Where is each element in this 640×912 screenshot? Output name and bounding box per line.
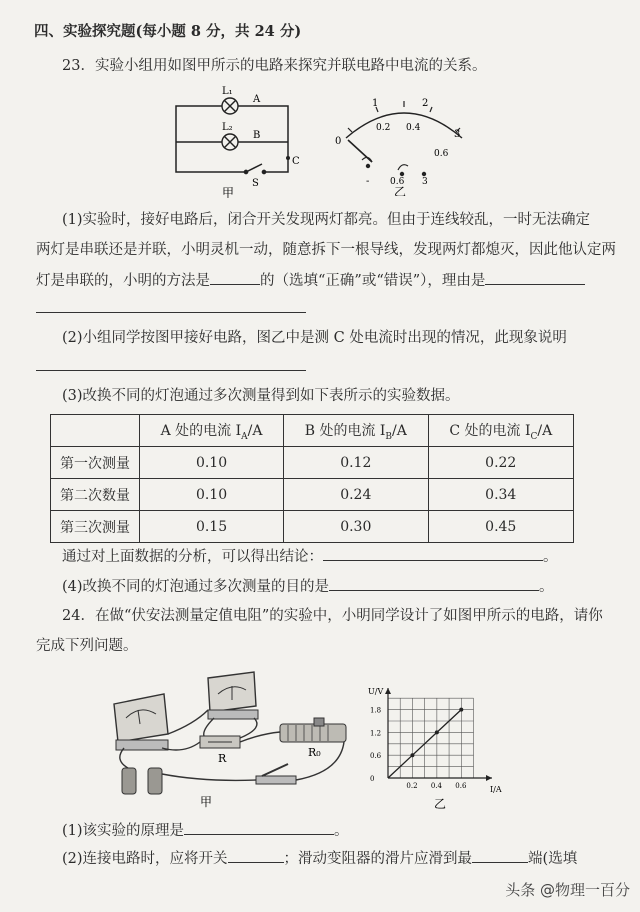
data-point bbox=[410, 753, 414, 757]
label-r0: R₀ bbox=[308, 746, 321, 759]
data-point bbox=[435, 730, 439, 734]
q24-p1: (1)该实验的原理是 bbox=[62, 823, 185, 839]
scale-bottom-2: 0.6 bbox=[434, 149, 449, 159]
label-r: R bbox=[218, 752, 227, 765]
graph-xtick: 0.4 bbox=[430, 782, 442, 790]
q23-stem: 23．实验小组用如图甲所示的电路来探究并联电路中电流的关系。 bbox=[62, 58, 487, 74]
scale-top-0: 0 bbox=[335, 136, 342, 147]
scale-bottom-0: 0.2 bbox=[376, 123, 391, 133]
section-note: (每小题 8 分，共 24 分) bbox=[135, 23, 302, 40]
table-cell: 0.12 bbox=[284, 447, 428, 479]
q23-answer-reason[interactable] bbox=[485, 270, 585, 285]
label-c: C bbox=[292, 156, 300, 167]
lamp-l1-icon bbox=[222, 98, 238, 114]
terminal-neg: - bbox=[366, 176, 370, 187]
fig-yi-caption: 乙 bbox=[394, 185, 407, 196]
terminal-3: 3 bbox=[422, 177, 428, 187]
q23-p1-line1: (1)实验时，接好电路后，闭合开关发现两灯都亮。但由于连线较乱，一时无法确定 bbox=[62, 212, 591, 228]
q24-p2-text-c: 端(选填 bbox=[528, 851, 578, 867]
table-header bbox=[51, 415, 140, 447]
q23-period-a: 。 bbox=[543, 549, 558, 565]
q23-p3: (3)改换不同的灯泡通过多次测量得到如下表所示的实验数据。 bbox=[62, 388, 460, 404]
table-cell: 0.24 bbox=[284, 479, 428, 511]
table-row bbox=[51, 447, 574, 479]
label-b: B bbox=[253, 130, 261, 141]
q23-p1-text-a: 灯是串联的，小明的方法是 bbox=[36, 273, 210, 289]
switch-icon bbox=[256, 764, 296, 784]
q24-p2-text-b: ；滑动变阻器的滑片应滑到最 bbox=[283, 851, 473, 867]
label-s: S bbox=[252, 178, 259, 189]
q24-apparatus-figure bbox=[104, 664, 356, 810]
q23-answer-correctness[interactable] bbox=[210, 270, 260, 285]
q24-period: 。 bbox=[334, 823, 349, 839]
label-a: A bbox=[253, 94, 261, 105]
q24-p2-line bbox=[62, 848, 577, 869]
scale-top-3: 3 bbox=[454, 129, 461, 140]
table-cell: 0.22 bbox=[428, 447, 573, 479]
q24-answer-switch[interactable] bbox=[228, 848, 284, 863]
terminal-06-icon bbox=[400, 172, 404, 176]
q23-answer-p4[interactable] bbox=[329, 576, 539, 591]
q23-p2: (2)小组同学按图甲接好电路，图乙中是测 C 处电流时出现的情况，此现象说明 bbox=[62, 330, 567, 346]
table-cell: 0.10 bbox=[140, 447, 284, 479]
scale-top-2: 2 bbox=[422, 98, 429, 109]
graph-ytick: 1.8 bbox=[370, 706, 382, 715]
table-row bbox=[51, 511, 574, 543]
q23-p1-line2: 两灯是串联还是并联，小明灵机一动，随意拆下一根导线，发现两灯都熄灭，因此他认定两 bbox=[36, 242, 616, 258]
q24-stem-line2: 完成下列问题。 bbox=[36, 638, 138, 654]
table-cell: 0.34 bbox=[428, 479, 573, 511]
graph-ytick: 0.6 bbox=[370, 752, 382, 761]
fig-jia-caption: 甲 bbox=[222, 186, 235, 198]
q23-conclusion-line bbox=[62, 546, 558, 567]
table-cell: 0.15 bbox=[140, 511, 284, 543]
table-row bbox=[51, 479, 574, 511]
graph-caption: 乙 bbox=[434, 797, 447, 811]
section-header bbox=[34, 22, 301, 42]
table-cell: 第一次测量 bbox=[51, 447, 140, 479]
q24-answer-principle[interactable] bbox=[184, 820, 334, 835]
table-cell: 0.30 bbox=[284, 511, 428, 543]
q24-fig-jia-caption: 甲 bbox=[200, 795, 213, 809]
q24-ui-graph bbox=[366, 684, 502, 812]
label-l1: L₁ bbox=[222, 86, 233, 97]
switch-icon bbox=[244, 164, 265, 174]
table-cell: 0.10 bbox=[140, 479, 284, 511]
table-cell: 0.45 bbox=[428, 511, 573, 543]
section-title: 四、实验探究题 bbox=[34, 23, 136, 40]
terminal-06: 0.6 bbox=[390, 177, 405, 187]
q24-stem-line1: 24．在做“伏安法测量定值电阻”的实验中，小明同学设计了如图甲所示的电路，请你 bbox=[62, 608, 603, 624]
q23-p1-line3 bbox=[36, 270, 585, 291]
q24-p1-line bbox=[62, 820, 349, 841]
q24-p2-text-a: (2)连接电路时，应将开关 bbox=[62, 851, 228, 867]
table-header: B 处的电流 $I_B/A$ bbox=[284, 415, 428, 447]
table-cell: 第三次测量 bbox=[51, 511, 140, 543]
table-cell: 第二次数量 bbox=[51, 479, 140, 511]
q23-answer-p2[interactable] bbox=[36, 356, 306, 371]
q23-p4: (4)改换不同的灯泡通过多次测量的目的是 bbox=[62, 579, 330, 595]
q24-answer-end[interactable] bbox=[472, 848, 528, 863]
graph-ytick: 1.2 bbox=[370, 729, 382, 738]
table-header: C 处的电流 $I_C/A$ bbox=[428, 415, 573, 447]
terminal-neg-icon bbox=[366, 164, 370, 168]
q23-answer-conclusion[interactable] bbox=[323, 546, 543, 561]
q23-conclusion: 通过对上面数据的分析，可以得出结论： bbox=[62, 549, 323, 565]
data-point bbox=[459, 708, 463, 712]
q23-circuit-figure bbox=[160, 86, 310, 198]
table-header: A 处的电流 $I_A/A$ bbox=[140, 415, 284, 447]
label-l2: L₂ bbox=[222, 122, 233, 133]
ammeter-needle bbox=[348, 140, 372, 162]
q23-ammeter-figure bbox=[332, 94, 478, 196]
voltmeter-icon bbox=[208, 672, 258, 719]
table-header-row bbox=[51, 415, 574, 447]
q23-p4-line bbox=[62, 576, 554, 597]
resistor-icon bbox=[200, 736, 240, 748]
q23-period-b: 。 bbox=[539, 579, 554, 595]
scale-bottom-1: 0.4 bbox=[406, 123, 421, 133]
ammeter-icon bbox=[114, 694, 168, 750]
rheostat-icon bbox=[280, 718, 346, 742]
data-table bbox=[50, 414, 574, 543]
graph-xtick: 0.2 bbox=[406, 782, 418, 790]
battery-icon bbox=[122, 768, 162, 794]
graph-ytick: 0 bbox=[370, 775, 375, 783]
lamp-l2-icon bbox=[222, 134, 238, 150]
scale-top-1: 1 bbox=[372, 98, 379, 109]
watermark: 头条 @物理一百分 bbox=[505, 881, 630, 899]
q23-answer-reason-cont[interactable] bbox=[36, 298, 306, 313]
graph-xtick: 0.6 bbox=[455, 782, 467, 790]
graph-xlabel: I/A bbox=[490, 785, 502, 794]
terminal-3-icon bbox=[422, 172, 426, 176]
q23-p1-text-b: 的（选填“正确”或“错误”），理由是 bbox=[260, 273, 486, 289]
graph-ylabel: U/V bbox=[368, 687, 384, 696]
